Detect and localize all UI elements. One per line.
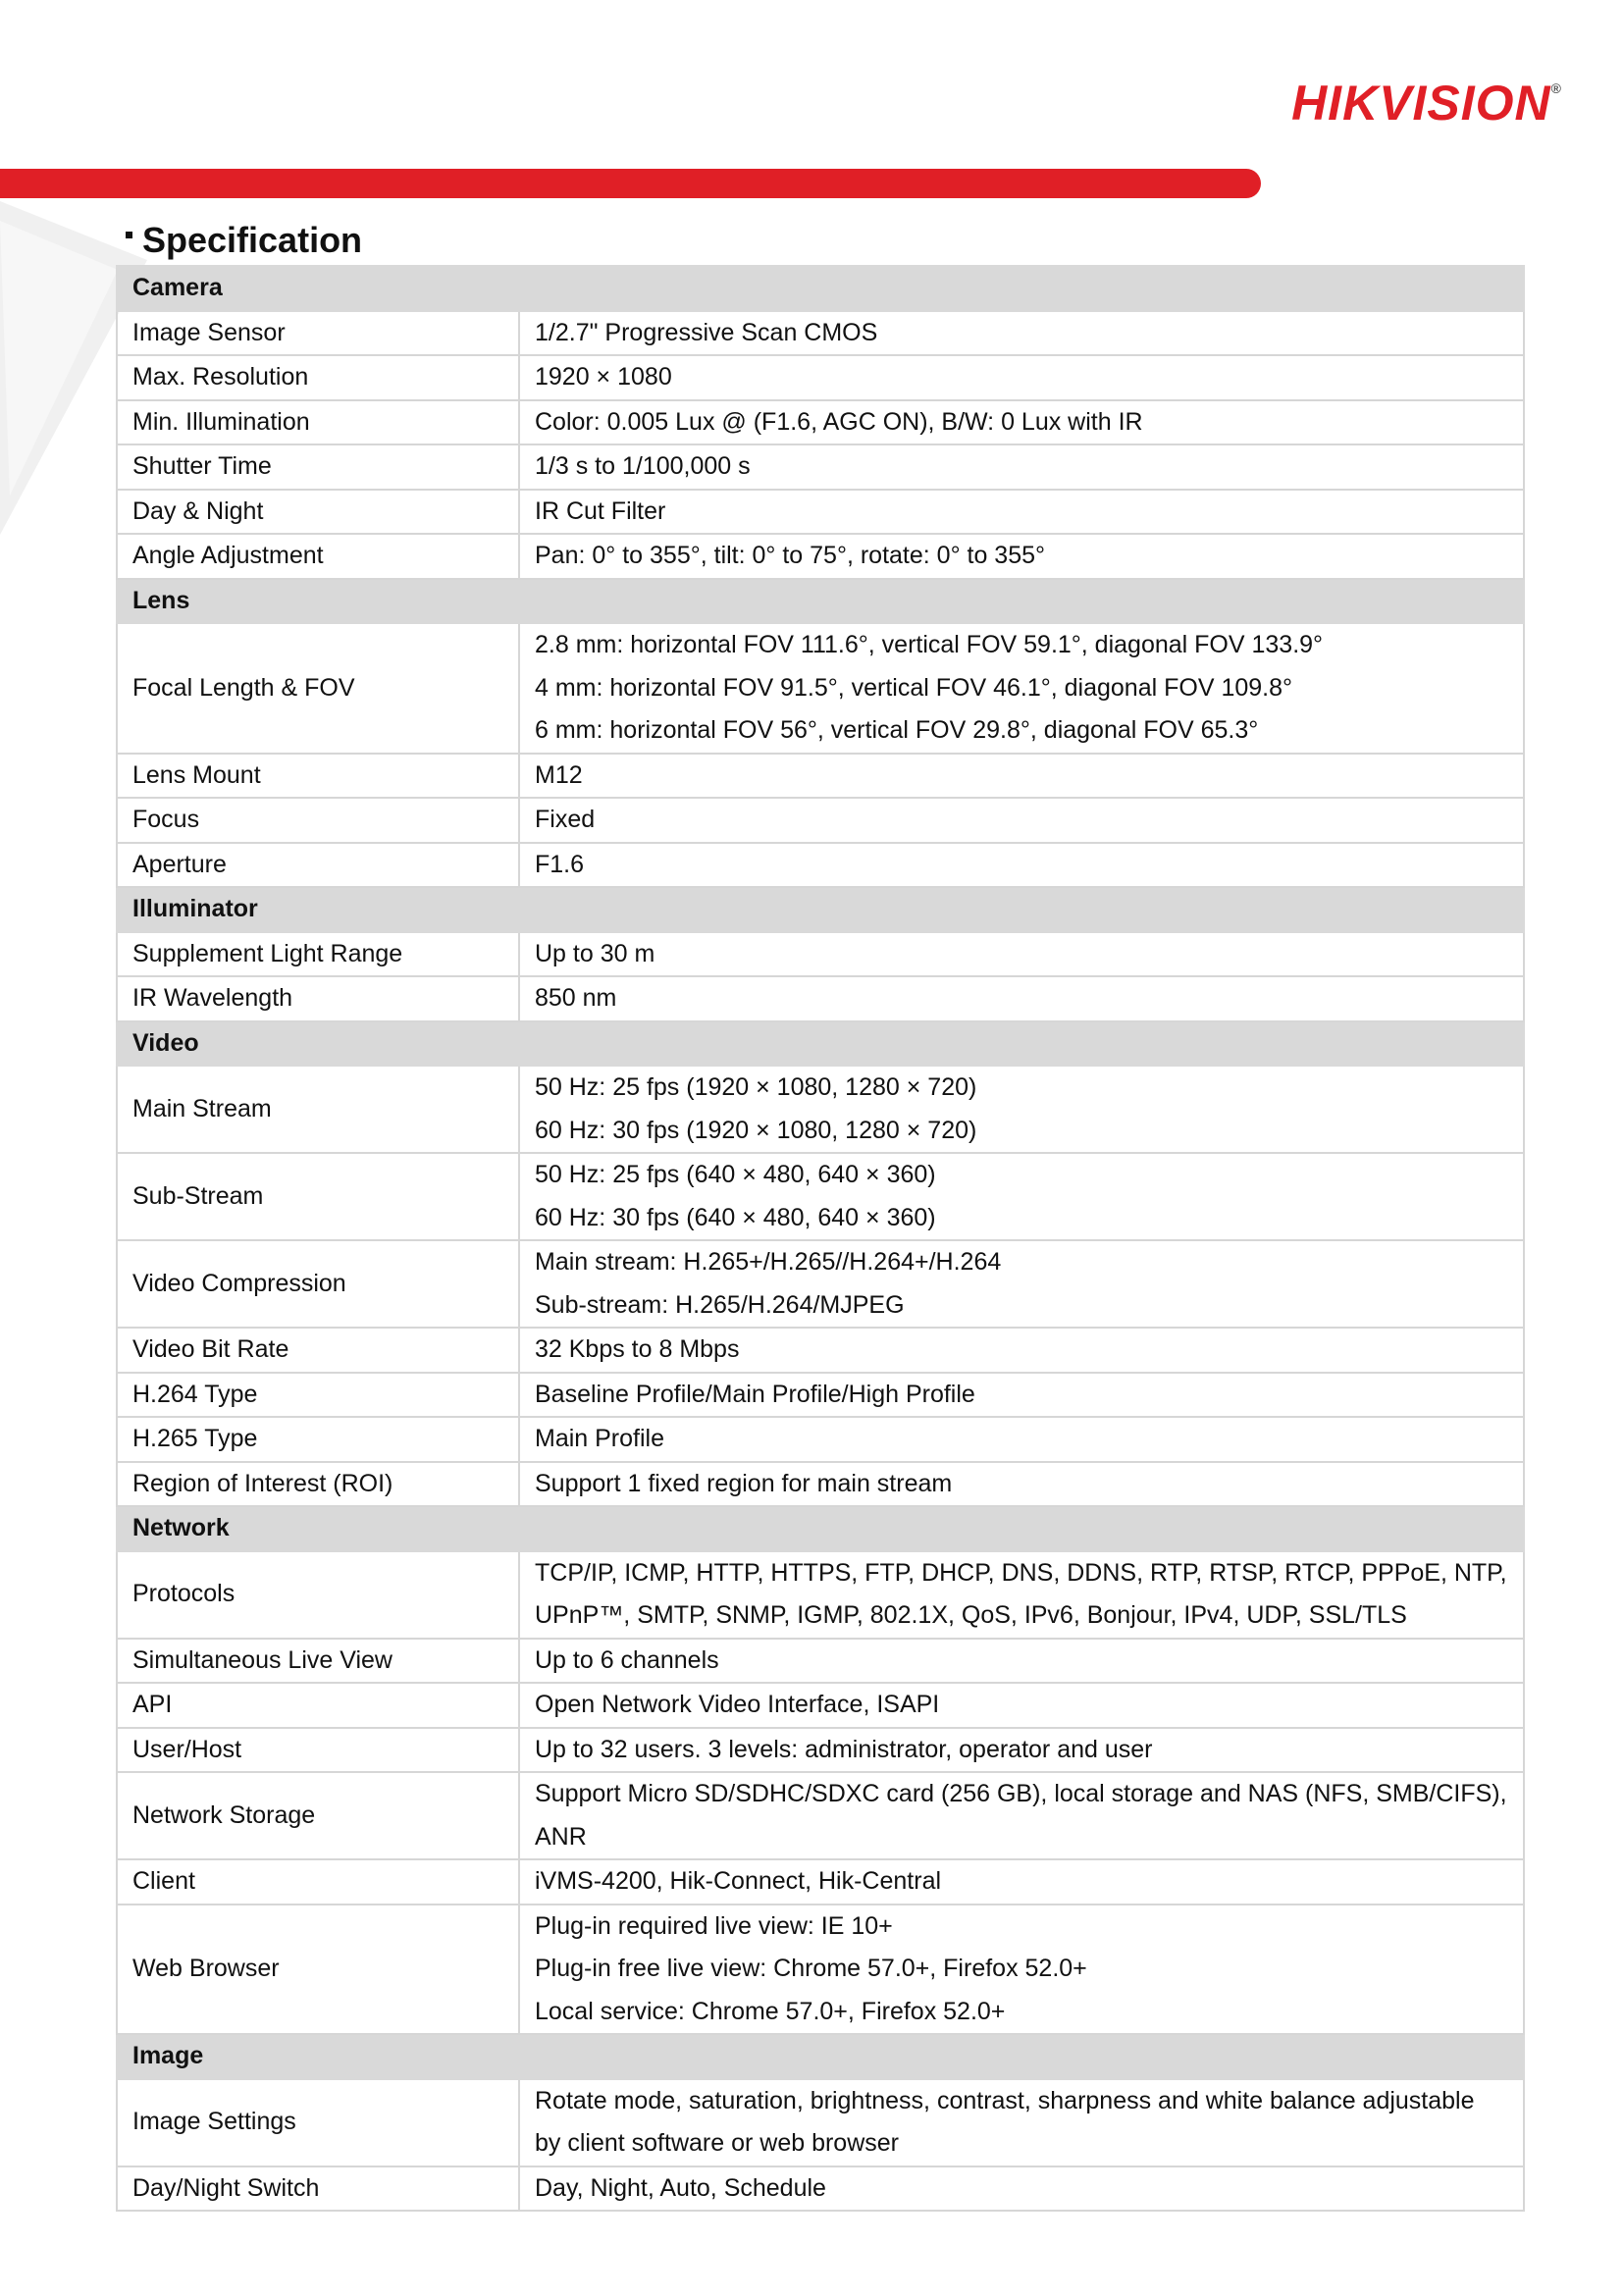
spec-value-line: IR Cut Filter <box>535 496 666 525</box>
spec-value-line: Up to 30 m <box>535 939 655 967</box>
spec-value <box>519 623 1524 754</box>
spec-value <box>519 1417 1524 1462</box>
spec-value-line: 4 mm: horizontal FOV 91.5°, vertical FOV 46.1°, diagonal FOV 109.8° <box>535 673 1293 702</box>
spec-value-line: Support Micro SD/SDHC/SDXC card (256 GB), local storage and NAS (NFS, SMB/CIFS), <box>535 1780 1507 1807</box>
section-title: Lens <box>117 579 519 624</box>
spec-key: Network Storage <box>117 1772 519 1859</box>
spec-value-line: 1920 × 1080 <box>535 363 672 391</box>
section-fill <box>519 887 1524 932</box>
section-title: Video <box>117 1021 519 1067</box>
spec-value <box>519 1373 1524 1418</box>
spec-row <box>117 2166 1524 2212</box>
spec-value-line: 2.8 mm: horizontal FOV 111.6°, vertical FOV 59.1°, diagonal FOV 133.9° <box>535 631 1324 658</box>
spec-value <box>519 490 1524 535</box>
spec-key: Aperture <box>117 843 519 888</box>
spec-row <box>117 311 1524 356</box>
spec-row <box>117 1373 1524 1418</box>
spec-row <box>117 1066 1524 1153</box>
spec-value-line: 60 Hz: 30 fps (1920 × 1080, 1280 × 720) <box>535 1116 977 1144</box>
section-row <box>117 579 1524 624</box>
spec-value <box>519 400 1524 445</box>
spec-value-line: Support 1 fixed region for main stream <box>535 1469 953 1497</box>
spec-key: Image Settings <box>117 2079 519 2166</box>
section-title: Image <box>117 2034 519 2079</box>
spec-key: IR Wavelength <box>117 976 519 1021</box>
section-row <box>117 2034 1524 2079</box>
spec-row <box>117 1772 1524 1859</box>
spec-value <box>519 932 1524 977</box>
spec-key: Video Bit Rate <box>117 1328 519 1373</box>
spec-key: H.265 Type <box>117 1417 519 1462</box>
spec-value <box>519 1551 1524 1639</box>
page-title <box>126 220 362 261</box>
section-fill <box>519 266 1524 311</box>
spec-value-line: Open Network Video Interface, ISAPI <box>535 1691 940 1718</box>
spec-key: Day/Night Switch <box>117 2166 519 2212</box>
spec-row <box>117 1859 1524 1905</box>
brand-logo <box>1291 75 1562 131</box>
spec-row <box>117 1905 1524 2035</box>
spec-row <box>117 1240 1524 1328</box>
spec-key: Video Compression <box>117 1240 519 1328</box>
spec-row <box>117 1551 1524 1639</box>
spec-row <box>117 932 1524 977</box>
spec-row <box>117 1153 1524 1240</box>
spec-value <box>519 2079 1524 2166</box>
spec-key: Region of Interest (ROI) <box>117 1462 519 1507</box>
spec-value <box>519 1462 1524 1507</box>
spec-row <box>117 534 1524 579</box>
spec-value <box>519 1240 1524 1328</box>
spec-row <box>117 1417 1524 1462</box>
spec-value-line: 1/2.7" Progressive Scan CMOS <box>535 318 878 346</box>
spec-row <box>117 1683 1524 1728</box>
section-row <box>117 1506 1524 1551</box>
spec-key: Web Browser <box>117 1905 519 2035</box>
spec-key: API <box>117 1683 519 1728</box>
spec-key: Protocols <box>117 1551 519 1639</box>
spec-value <box>519 355 1524 400</box>
title-bullet <box>126 232 132 238</box>
section-fill <box>519 1506 1524 1551</box>
section-fill <box>519 2034 1524 2079</box>
section-row <box>117 1021 1524 1067</box>
section-fill <box>519 1021 1524 1067</box>
spec-key: Supplement Light Range <box>117 932 519 977</box>
spec-value-line: 1/3 s to 1/100,000 s <box>535 452 751 480</box>
section-title: Network <box>117 1506 519 1551</box>
spec-row <box>117 355 1524 400</box>
spec-key: Simultaneous Live View <box>117 1639 519 1684</box>
page-title-text: Specification <box>142 220 363 260</box>
brand-logo-reg: ® <box>1550 80 1562 96</box>
brand-logo-rest: VISION <box>1379 76 1551 130</box>
spec-value-line: Plug-in required live view: IE 10+ <box>535 1911 893 1940</box>
header-red-bar <box>0 169 1261 198</box>
spec-value-line: Baseline Profile/Main Profile/High Profile <box>535 1380 975 1408</box>
spec-value-line: 6 mm: horizontal FOV 56°, vertical FOV 29.8°, diagonal FOV 65.3° <box>535 716 1259 744</box>
spec-value-line: UPnP™, SMTP, SNMP, IGMP, 802.1X, QoS, IPv6, Bonjour, IPv4, UDP, SSL/TLS <box>535 1601 1407 1629</box>
spec-value-line: 60 Hz: 30 fps (640 × 480, 640 × 360) <box>535 1203 936 1231</box>
spec-value-line: Fixed <box>535 806 596 833</box>
spec-value-line: 50 Hz: 25 fps (640 × 480, 640 × 360) <box>535 1161 936 1188</box>
spec-key: Focus <box>117 798 519 843</box>
spec-value <box>519 976 1524 1021</box>
spec-value-line: Local service: Chrome 57.0+, Firefox 52.0+ <box>535 1997 1006 2025</box>
spec-row <box>117 1328 1524 1373</box>
spec-value-line: Plug-in free live view: Chrome 57.0+, Firefox 52.0+ <box>535 1955 1087 1982</box>
spec-key: Angle Adjustment <box>117 534 519 579</box>
spec-value-line: 850 nm <box>535 984 617 1012</box>
spec-value <box>519 1728 1524 1773</box>
spec-row <box>117 1728 1524 1773</box>
spec-key: Sub-Stream <box>117 1153 519 1240</box>
spec-key: Focal Length & FOV <box>117 623 519 754</box>
spec-value <box>519 1328 1524 1373</box>
spec-value-line: Sub-stream: H.265/H.264/MJPEG <box>535 1290 905 1319</box>
spec-key: Main Stream <box>117 1066 519 1153</box>
spec-table <box>116 265 1525 2212</box>
spec-value-line: Color: 0.005 Lux @ (F1.6, AGC ON), B/W: 0 Lux with IR <box>535 407 1143 436</box>
spec-value-line: Rotate mode, saturation, brightness, contrast, sharpness and white balance adjustable <box>535 2086 1475 2114</box>
spec-key: Image Sensor <box>117 311 519 356</box>
section-row <box>117 887 1524 932</box>
spec-value-line: Up to 32 users. 3 levels: administrator, operator and user <box>535 1735 1153 1763</box>
spec-value-line: 32 Kbps to 8 Mbps <box>535 1335 740 1363</box>
spec-value <box>519 534 1524 579</box>
spec-key: Shutter Time <box>117 444 519 490</box>
spec-key: User/Host <box>117 1728 519 1773</box>
spec-row <box>117 843 1524 888</box>
spec-key: H.264 Type <box>117 1373 519 1418</box>
spec-value <box>519 798 1524 843</box>
spec-key: Client <box>117 1859 519 1905</box>
spec-value <box>519 1639 1524 1684</box>
spec-row <box>117 2079 1524 2166</box>
spec-value-line: F1.6 <box>535 850 585 878</box>
spec-value-line: M12 <box>535 760 583 789</box>
spec-key: Day & Night <box>117 490 519 535</box>
section-row <box>117 266 1524 311</box>
section-title: Illuminator <box>117 887 519 932</box>
spec-value <box>519 843 1524 888</box>
spec-value <box>519 1153 1524 1240</box>
spec-value-line: Up to 6 channels <box>535 1645 719 1674</box>
spec-value <box>519 1905 1524 2035</box>
spec-row <box>117 490 1524 535</box>
spec-key: Lens Mount <box>117 754 519 799</box>
section-title: Camera <box>117 266 519 311</box>
spec-value-line: Pan: 0° to 355°, tilt: 0° to 75°, rotate: 0° to 355° <box>535 542 1046 569</box>
spec-value-line: TCP/IP, ICMP, HTTP, HTTPS, FTP, DHCP, DNS, DDNS, RTP, RTSP, RTCP, PPPoE, NTP, <box>535 1558 1507 1587</box>
spec-value <box>519 1683 1524 1728</box>
spec-row <box>117 976 1524 1021</box>
spec-value-line: Main Profile <box>535 1425 664 1452</box>
brand-logo-red: HIK <box>1291 76 1380 130</box>
spec-value <box>519 2166 1524 2212</box>
spec-row <box>117 444 1524 490</box>
spec-value <box>519 1772 1524 1859</box>
section-fill <box>519 579 1524 624</box>
spec-value-line: iVMS-4200, Hik-Connect, Hik-Central <box>535 1867 942 1895</box>
spec-key: Min. Illumination <box>117 400 519 445</box>
spec-row <box>117 1462 1524 1507</box>
spec-row <box>117 623 1524 754</box>
spec-row <box>117 400 1524 445</box>
spec-value-line: by client software or web browser <box>535 2129 899 2157</box>
spec-value-line: Main stream: H.265+/H.265//H.264+/H.264 <box>535 1248 1002 1276</box>
spec-row <box>117 1639 1524 1684</box>
spec-value-line: Day, Night, Auto, Schedule <box>535 2173 826 2202</box>
spec-key: Max. Resolution <box>117 355 519 400</box>
spec-value-line: 50 Hz: 25 fps (1920 × 1080, 1280 × 720) <box>535 1073 977 1101</box>
spec-row <box>117 754 1524 799</box>
spec-value <box>519 754 1524 799</box>
spec-value <box>519 311 1524 356</box>
spec-row <box>117 798 1524 843</box>
spec-value <box>519 1859 1524 1905</box>
spec-value <box>519 1066 1524 1153</box>
spec-value <box>519 444 1524 490</box>
spec-value-line: ANR <box>535 1822 587 1851</box>
